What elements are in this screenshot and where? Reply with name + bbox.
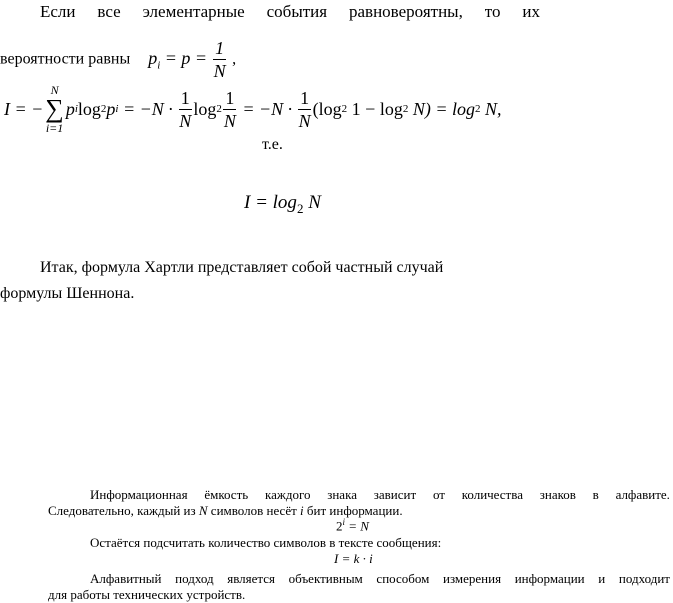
frac-num: 1 (215, 38, 225, 58)
formula-lhs: I = − (4, 98, 44, 119)
text: символов несёт (207, 503, 301, 518)
term-sub2: i (115, 103, 119, 115)
word: количества (461, 487, 523, 502)
log: log (193, 98, 217, 119)
eq1: = −N · (118, 98, 178, 119)
var-p: p (148, 47, 158, 68)
base: 2 (336, 518, 343, 534)
sum-upper: N (50, 83, 59, 97)
sub-i: i (157, 59, 161, 72)
fraction (297, 89, 313, 130)
log-sub: 2 (402, 103, 409, 115)
frac-den: N (298, 110, 311, 131)
word: все (97, 2, 121, 21)
small-paragraph-3-line-1 (90, 571, 670, 587)
prob-formula (148, 38, 232, 81)
word: и (598, 571, 606, 586)
formula-I-k-i: I = k · i (334, 551, 373, 566)
word: Алфавитный (90, 571, 162, 586)
rest: = N (345, 518, 369, 534)
word: от (432, 487, 445, 502)
hartley-rhs: N (303, 192, 321, 213)
paren-end: N) = log (408, 98, 475, 119)
term-p2: p (106, 98, 116, 119)
word: знаков (539, 487, 576, 502)
word: измерения (442, 571, 502, 586)
log: log (77, 98, 101, 119)
word: зависит (373, 487, 417, 502)
hartley-lhs: I = log (244, 192, 297, 213)
formula-2-pow-i (336, 517, 369, 534)
word: Информационная (90, 487, 188, 502)
word: алфавите. (615, 487, 670, 502)
log-sub: 2 (296, 200, 304, 216)
fraction-1-over-N (212, 39, 228, 80)
frac-num: 1 (300, 87, 310, 108)
sigma-icon: ∑ (45, 94, 64, 123)
word: способом (376, 571, 430, 586)
word: элементарные (142, 2, 245, 21)
log-sub: 2 (216, 103, 222, 115)
conclusion-line-2: формулы Шеннона. (0, 285, 135, 302)
paragraph-line-2 (0, 39, 236, 80)
frac-num: 1 (180, 87, 190, 108)
word: равновероятны, (349, 2, 463, 21)
eq2: = −N · (237, 98, 297, 119)
log-sub: 2 (474, 103, 481, 115)
log-sub: 2 (100, 103, 107, 115)
word: информации (514, 571, 585, 586)
word: события (266, 2, 328, 21)
exp: i (342, 517, 346, 527)
frac-den: N (213, 61, 226, 81)
term-sub: i (74, 103, 78, 115)
comma: , (232, 50, 237, 68)
text-te: т.е. (262, 136, 283, 153)
term-p: p (65, 98, 75, 119)
word: каждого (264, 487, 311, 502)
word: знака (327, 487, 357, 502)
word: подход (175, 571, 214, 586)
word: Если (40, 2, 76, 21)
paren-mid: 1 − log (347, 98, 403, 119)
word: объективным (288, 571, 363, 586)
small-paragraph-line-1 (90, 487, 670, 503)
shannon-formula (4, 84, 502, 134)
word: то (484, 2, 501, 21)
paren-open: (log (312, 98, 342, 119)
word: в (592, 487, 599, 502)
sum-symbol (45, 84, 64, 134)
word: их (522, 2, 540, 21)
hartley-formula (244, 192, 321, 217)
text: Следовательно, каждый из (48, 503, 199, 518)
frac-den: N (223, 110, 236, 131)
word: ёмкость (204, 487, 249, 502)
paragraph-line-1 (40, 2, 540, 22)
formula-end: N, (480, 98, 502, 119)
line2-text: вероятности равны (0, 50, 131, 68)
var-i: i (300, 503, 304, 518)
sum-lower: i=1 (45, 121, 64, 135)
fraction (222, 89, 238, 130)
text: бит информации. (303, 503, 403, 518)
log-sub: 2 (341, 103, 348, 115)
frac-den: N (179, 110, 192, 131)
word: подходит (618, 571, 670, 586)
frac-num: 1 (225, 87, 235, 108)
small-paragraph-3-line-2: для работы технических устройств. (48, 587, 246, 602)
var-N: N (198, 503, 208, 518)
fraction (177, 89, 193, 130)
word: является (227, 571, 276, 586)
small-paragraph-2: Остаётся подсчитать количество символов в тексте сообщения: (90, 535, 442, 550)
formula-mid: = p = (160, 47, 208, 68)
conclusion-line-1: Итак, формула Хартли представляет собой частный случай (40, 259, 444, 276)
